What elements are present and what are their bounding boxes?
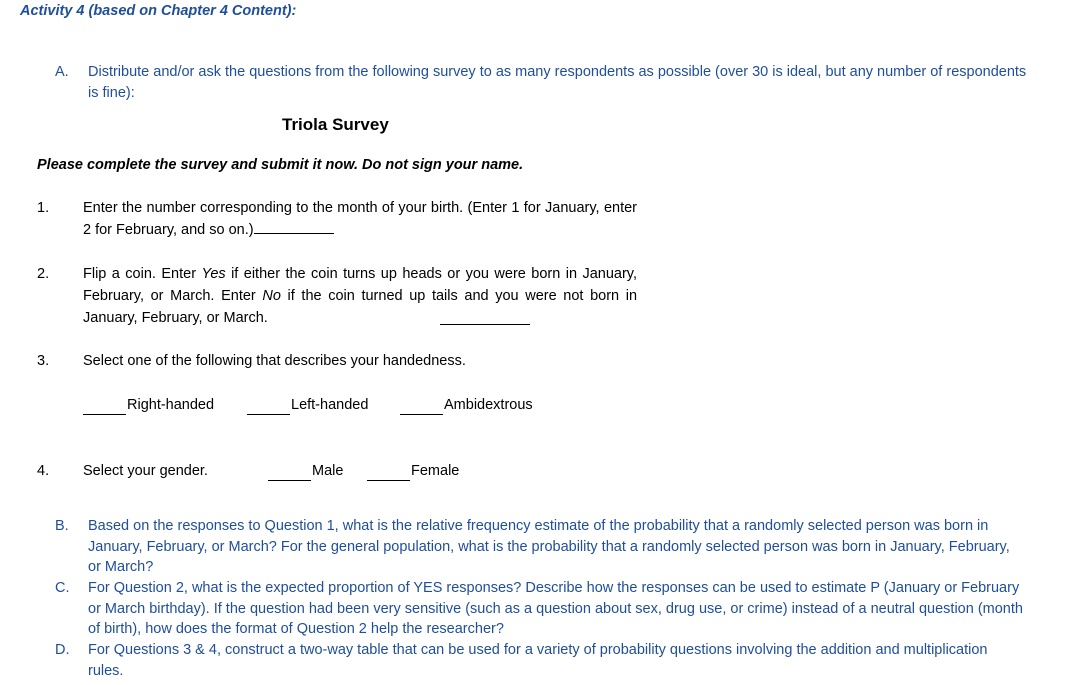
option-male-blank[interactable] <box>268 466 311 481</box>
question-2-no: No <box>262 288 281 304</box>
question-3-text: Select one of the following that describes your handedness. <box>83 353 466 369</box>
question-1 <box>83 197 637 241</box>
option-ambidextrous[interactable] <box>400 395 533 415</box>
question-1-text: Enter the number corresponding to the month of your birth. (Enter 1 for January, enter 2 for February, and so on.) <box>83 200 637 238</box>
question-2-answer-blank[interactable] <box>440 310 530 325</box>
part-d-letter: D. <box>55 642 70 658</box>
part-b-letter: B. <box>55 518 69 534</box>
part-b-text: Based on the responses to Question 1, what is the relative frequency estimate of the probability that a randomly selected person was born in January, February, or March? For the general population, what is the probability that a randomly selected person was born in January, February, or March? <box>88 518 1010 575</box>
question-4-number: 4. <box>37 463 50 479</box>
option-male[interactable] <box>268 461 343 481</box>
option-right-handed[interactable] <box>83 395 214 415</box>
option-left-handed-label: Left-handed <box>291 397 369 413</box>
question-3-number: 3. <box>37 353 50 369</box>
option-right-handed-blank[interactable] <box>83 400 126 415</box>
option-left-handed-blank[interactable] <box>247 400 290 415</box>
survey-title: Triola Survey <box>282 115 389 134</box>
question-2-text-c: if the coin turned up tails and you were not born in January, February, or March. <box>83 288 638 326</box>
activity-heading: Activity 4 (based on Chapter 4 Content): <box>20 3 297 19</box>
option-female-blank[interactable] <box>367 466 410 481</box>
question-1-answer-blank[interactable] <box>254 220 334 234</box>
option-female-label: Female <box>411 463 460 479</box>
option-female[interactable] <box>367 461 459 481</box>
part-a-text: Distribute and/or ask the questions from the following survey to as many respondents as possible (over 30 is ideal, but any number of respondents is fine): <box>88 64 1027 101</box>
question-1-number: 1. <box>37 200 50 216</box>
part-c-text: For Question 2, what is the expected proportion of YES responses? Describe how the responses can be used to estimate P (January or February or March birthday). If the question had been very sensitive (such as a question about sex, drug use, or crime) instead of a neutral question (month of birth), how does the format of Question 2 help the researcher? <box>88 580 1023 637</box>
question-2-yes: Yes <box>201 266 226 282</box>
part-d-text: For Questions 3 & 4, construct a two-way table that can be used for a variety of probability questions involving the addition and multiplication rules. <box>88 642 988 679</box>
part-c-letter: C. <box>55 580 70 596</box>
option-ambidextrous-blank[interactable] <box>400 400 443 415</box>
question-2-text-b: if either the coin turns up heads or you were born in January, February, or March. Enter <box>83 266 637 304</box>
question-4-text: Select your gender. <box>83 463 208 479</box>
question-2 <box>83 263 637 329</box>
question-2-number: 2. <box>37 266 50 282</box>
question-2-text-a: Flip a coin. Enter <box>83 266 202 282</box>
option-left-handed[interactable] <box>247 395 368 415</box>
option-right-handed-label: Right-handed <box>127 397 215 413</box>
option-ambidextrous-label: Ambidextrous <box>444 397 533 413</box>
option-male-label: Male <box>312 463 344 479</box>
survey-instructions: Please complete the survey and submit it now. Do not sign your name. <box>37 157 524 173</box>
part-a-letter: A. <box>55 64 69 80</box>
